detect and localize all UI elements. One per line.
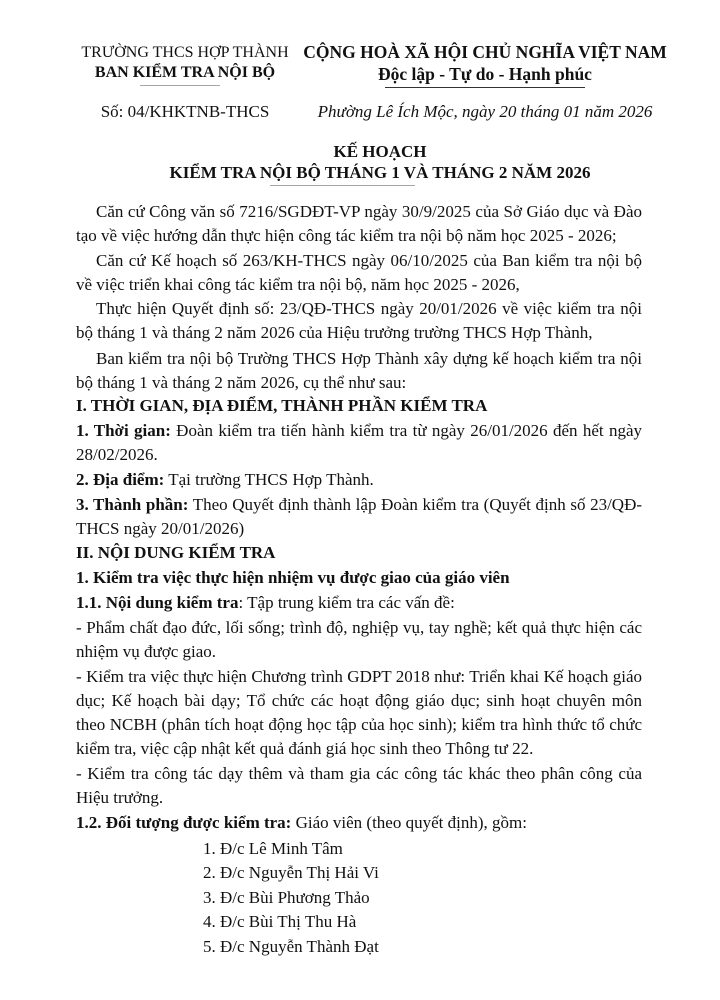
- doc-number: Số: 04/KHKTNB-THCS: [100, 102, 270, 121]
- place-label: 2. Địa điểm:: [76, 470, 165, 489]
- place-date: Phường Lê Ích Mộc, ngày 20 tháng 01 năm 2026: [317, 102, 653, 121]
- motto: Độc lập - Tự do - Hạnh phúc: [378, 64, 592, 84]
- unit-underline: [140, 85, 220, 86]
- subsection-1-1: [76, 591, 642, 615]
- section-1-heading: I. THỜI GIAN, ĐỊA ĐIỂM, THÀNH PHẦN KIỂM TRA: [76, 396, 488, 415]
- motto-underline: [385, 87, 585, 88]
- title-underline: [270, 185, 415, 186]
- doc-title: KẾ HOẠCH: [333, 142, 427, 161]
- place-text: Tại trường THCS Hợp Thành.: [164, 470, 374, 489]
- preamble-3: Thực hiện Quyết định số: 23/QĐ-THCS ngày 20/01/2026 về việc kiểm tra nội bộ tháng 1 và tháng 2 năm 2026 của Hiệu trưởng trường THCS Hợp Thành,: [76, 299, 642, 342]
- subsection-1-2: [76, 811, 642, 835]
- time-item: [76, 419, 642, 467]
- section-2-heading: II. NỘI DUNG KIỂM TRA: [76, 543, 276, 562]
- members-label: 3. Thành phần:: [76, 495, 189, 514]
- preamble-4: Ban kiểm tra nội bộ Trường THCS Hợp Thành xây dựng kế hoạch kiểm tra nội bộ tháng 1 và tháng 2 năm 2026, cụ thể như sau:: [76, 349, 642, 392]
- targets-label: 1.2. Đối tượng được kiểm tra:: [76, 813, 292, 832]
- unit-name: BAN KIỂM TRA NỘI BỘ: [94, 64, 276, 81]
- content-text: : Tập trung kiểm tra các vấn đề:: [238, 593, 455, 612]
- content-label: 1.1. Nội dung kiểm tra: [76, 593, 239, 612]
- teacher-item: 3. Đ/c Bùi Phương Thảo: [203, 888, 370, 907]
- teacher-item: 5. Đ/c Nguyễn Thành Đạt: [203, 937, 379, 956]
- bullet-3: - Kiểm tra công tác dạy thêm và tham gia các công tác khác theo phân công của Hiệu trưởng.: [76, 764, 642, 807]
- teacher-item: 4. Đ/c Bùi Thị Thu Hà: [203, 912, 357, 931]
- members-text: Theo Quyết định thành lập Đoàn kiểm tra (Quyết định số 23/QĐ-THCS ngày 20/01/2026): [76, 495, 643, 538]
- teacher-item: 2. Đ/c Nguyễn Thị Hải Vi: [203, 863, 379, 882]
- subsection-1: 1. Kiểm tra việc thực hiện nhiệm vụ được giao của giáo viên: [76, 568, 510, 587]
- issuer-block: [70, 43, 300, 83]
- time-text: Đoàn kiểm tra tiến hành kiểm tra từ ngày 26/01/2026 đến hết ngày 28/02/2026.: [76, 421, 642, 464]
- members-item: [76, 493, 642, 541]
- nation-title: CỘNG HOÀ XÃ HỘI CHỦ NGHĨA VIỆT NAM: [303, 42, 667, 62]
- preamble-1: Căn cứ Công văn số 7216/SGDĐT-VP ngày 30/9/2025 của Sở Giáo dục và Đào tạo về việc hướng dẫn thực hiện công tác kiểm tra nội bộ năm học 2025 - 2026;: [76, 202, 642, 245]
- time-label: 1. Thời gian:: [76, 421, 171, 440]
- bullet-1: - Phẩm chất đạo đức, lối sống; trình độ, nghiệp vụ, tay nghề; kết quả thực hiện các nhiệm vụ được giao.: [76, 618, 642, 661]
- teacher-item: 1. Đ/c Lê Minh Tâm: [203, 839, 343, 858]
- place-item: [76, 468, 642, 492]
- doc-subtitle: KIỂM TRA NỘI BỘ THÁNG 1 VÀ THÁNG 2 NĂM 2026: [169, 163, 591, 182]
- preamble-2: Căn cứ Kế hoạch số 263/KH-THCS ngày 06/10/2025 của Ban kiểm tra nội bộ về việc triển khai công tác kiểm tra nội bộ, năm học 2025 - 2026,: [76, 251, 642, 294]
- targets-text: Giáo viên (theo quyết định), gồm:: [291, 813, 527, 832]
- bullet-2: - Kiểm tra việc thực hiện Chương trình GDPT 2018 như: Triển khai Kế hoạch giáo dục; Kế hoạch bài dạy; Tổ chức các hoạt động giáo dục; sinh hoạt chuyên môn theo NCBH (phân tích hoạt động học tập của học sinh); kiểm tra hình thức tổ chức kiểm tra, việc cập nhật kết quả đánh giá học sinh theo Thông tư 22.: [76, 667, 642, 758]
- school-name: TRƯỜNG THCS HỢP THÀNH: [81, 44, 289, 61]
